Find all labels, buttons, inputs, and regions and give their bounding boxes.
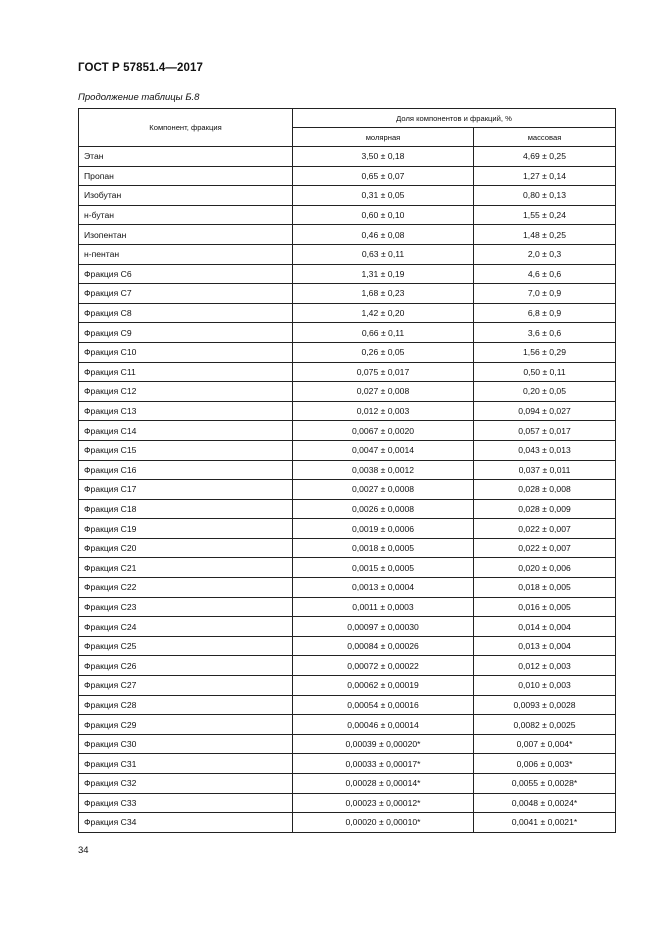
row-molar: 0,65 ± 0,07 xyxy=(293,166,474,186)
table-row xyxy=(79,695,616,715)
row-molar: 1,42 ± 0,20 xyxy=(293,303,474,323)
table-row xyxy=(79,754,616,774)
row-name: Изобутан xyxy=(79,186,293,206)
row-mass: 0,80 ± 0,13 xyxy=(474,186,616,206)
row-mass: 0,006 ± 0,003* xyxy=(474,754,616,774)
table-caption: Продолжение таблицы Б.8 xyxy=(78,92,200,103)
row-mass: 0,022 ± 0,007 xyxy=(474,538,616,558)
table-row xyxy=(79,813,616,833)
row-molar: 0,63 ± 0,11 xyxy=(293,244,474,264)
row-molar: 0,0013 ± 0,0004 xyxy=(293,578,474,598)
row-name: Пропан xyxy=(79,166,293,186)
document-standard-title: ГОСТ Р 57851.4—2017 xyxy=(78,62,203,74)
row-mass: 0,0093 ± 0,0028 xyxy=(474,695,616,715)
row-molar: 0,00072 ± 0,00022 xyxy=(293,656,474,676)
row-mass: 0,094 ± 0,027 xyxy=(474,401,616,421)
row-mass: 0,010 ± 0,003 xyxy=(474,676,616,696)
row-molar: 0,0015 ± 0,0005 xyxy=(293,558,474,578)
row-mass: 0,20 ± 0,05 xyxy=(474,382,616,402)
row-mass: 0,043 ± 0,013 xyxy=(474,440,616,460)
row-name: Этан xyxy=(79,147,293,167)
row-mass: 0,057 ± 0,017 xyxy=(474,421,616,441)
table-row xyxy=(79,284,616,304)
row-name: Фракция С15 xyxy=(79,440,293,460)
row-name: Фракция С13 xyxy=(79,401,293,421)
row-name: Фракция С18 xyxy=(79,499,293,519)
page-number: 34 xyxy=(78,845,89,856)
row-mass: 1,56 ± 0,29 xyxy=(474,342,616,362)
row-molar: 3,50 ± 0,18 xyxy=(293,147,474,167)
row-mass: 4,69 ± 0,25 xyxy=(474,147,616,167)
composition-table xyxy=(78,108,616,833)
table-row xyxy=(79,362,616,382)
row-mass: 0,016 ± 0,005 xyxy=(474,597,616,617)
row-molar: 0,00028 ± 0,00014* xyxy=(293,774,474,794)
row-name: Фракция С25 xyxy=(79,636,293,656)
row-molar: 0,0018 ± 0,0005 xyxy=(293,538,474,558)
row-molar: 0,00084 ± 0,00026 xyxy=(293,636,474,656)
table-row xyxy=(79,636,616,656)
row-molar: 0,027 ± 0,008 xyxy=(293,382,474,402)
row-mass: 1,48 ± 0,25 xyxy=(474,225,616,245)
table-row xyxy=(79,499,616,519)
table-row xyxy=(79,617,616,637)
row-mass: 0,50 ± 0,11 xyxy=(474,362,616,382)
table-header xyxy=(79,109,616,147)
row-mass: 6,8 ± 0,9 xyxy=(474,303,616,323)
row-name: Фракция С34 xyxy=(79,813,293,833)
table-row xyxy=(79,147,616,167)
row-mass: 0,014 ± 0,004 xyxy=(474,617,616,637)
row-molar: 0,0019 ± 0,0006 xyxy=(293,519,474,539)
row-mass: 2,0 ± 0,3 xyxy=(474,244,616,264)
row-name: Фракция С24 xyxy=(79,617,293,637)
row-mass: 0,037 ± 0,011 xyxy=(474,460,616,480)
table-row xyxy=(79,323,616,343)
row-molar: 0,00039 ± 0,00020* xyxy=(293,734,474,754)
row-name: Фракция С28 xyxy=(79,695,293,715)
row-molar: 0,0026 ± 0,0008 xyxy=(293,499,474,519)
table-row xyxy=(79,597,616,617)
row-molar: 0,00097 ± 0,00030 xyxy=(293,617,474,637)
row-mass: 3,6 ± 0,6 xyxy=(474,323,616,343)
table-row xyxy=(79,225,616,245)
row-molar: 0,00054 ± 0,00016 xyxy=(293,695,474,715)
row-molar: 0,31 ± 0,05 xyxy=(293,186,474,206)
row-mass: 0,028 ± 0,009 xyxy=(474,499,616,519)
row-molar: 0,075 ± 0,017 xyxy=(293,362,474,382)
table-row xyxy=(79,774,616,794)
table-row xyxy=(79,264,616,284)
row-name: Фракция С9 xyxy=(79,323,293,343)
row-molar: 0,60 ± 0,10 xyxy=(293,205,474,225)
row-molar: 0,00046 ± 0,00014 xyxy=(293,715,474,735)
row-mass: 0,020 ± 0,006 xyxy=(474,558,616,578)
row-name: Фракция С33 xyxy=(79,793,293,813)
row-molar: 0,00020 ± 0,00010* xyxy=(293,813,474,833)
table-row xyxy=(79,480,616,500)
header-share-group: Доля компонентов и фракций, % xyxy=(293,109,616,128)
row-name: Фракция С6 xyxy=(79,264,293,284)
row-mass: 0,0055 ± 0,0028* xyxy=(474,774,616,794)
row-name: Фракция С7 xyxy=(79,284,293,304)
row-mass: 0,028 ± 0,008 xyxy=(474,480,616,500)
table-row xyxy=(79,205,616,225)
table-row xyxy=(79,303,616,323)
table-row xyxy=(79,421,616,441)
row-name: Фракция С32 xyxy=(79,774,293,794)
row-mass: 4,6 ± 0,6 xyxy=(474,264,616,284)
row-molar: 0,26 ± 0,05 xyxy=(293,342,474,362)
row-name: Фракция С16 xyxy=(79,460,293,480)
row-name: Фракция С22 xyxy=(79,578,293,598)
table-row xyxy=(79,656,616,676)
row-molar: 0,46 ± 0,08 xyxy=(293,225,474,245)
table-row xyxy=(79,793,616,813)
row-molar: 0,66 ± 0,11 xyxy=(293,323,474,343)
table-row xyxy=(79,244,616,264)
row-name: Фракция С27 xyxy=(79,676,293,696)
table-body xyxy=(79,147,616,833)
row-mass: 1,27 ± 0,14 xyxy=(474,166,616,186)
row-mass: 0,012 ± 0,003 xyxy=(474,656,616,676)
row-name: Фракция С10 xyxy=(79,342,293,362)
row-name: н-бутан xyxy=(79,205,293,225)
row-name: Фракция С30 xyxy=(79,734,293,754)
row-mass: 7,0 ± 0,9 xyxy=(474,284,616,304)
row-molar: 0,00062 ± 0,00019 xyxy=(293,676,474,696)
row-mass: 0,007 ± 0,004* xyxy=(474,734,616,754)
table-row xyxy=(79,676,616,696)
table-row xyxy=(79,715,616,735)
row-name: Фракция С21 xyxy=(79,558,293,578)
row-molar: 0,0038 ± 0,0012 xyxy=(293,460,474,480)
row-mass: 0,0082 ± 0,0025 xyxy=(474,715,616,735)
row-name: Фракция С23 xyxy=(79,597,293,617)
row-molar: 0,012 ± 0,003 xyxy=(293,401,474,421)
row-name: Фракция С20 xyxy=(79,538,293,558)
table-row xyxy=(79,382,616,402)
table-row xyxy=(79,519,616,539)
row-mass: 0,018 ± 0,005 xyxy=(474,578,616,598)
row-name: Изопентан xyxy=(79,225,293,245)
row-name: н-пентан xyxy=(79,244,293,264)
table-row xyxy=(79,401,616,421)
table-row xyxy=(79,538,616,558)
header-mass: массовая xyxy=(474,128,616,147)
table-row xyxy=(79,440,616,460)
row-mass: 0,013 ± 0,004 xyxy=(474,636,616,656)
row-molar: 0,0067 ± 0,0020 xyxy=(293,421,474,441)
row-mass: 0,0041 ± 0,0021* xyxy=(474,813,616,833)
table-row xyxy=(79,578,616,598)
row-molar: 1,68 ± 0,23 xyxy=(293,284,474,304)
row-name: Фракция С26 xyxy=(79,656,293,676)
table-row xyxy=(79,166,616,186)
row-molar: 0,00033 ± 0,00017* xyxy=(293,754,474,774)
header-component: Компонент, фракция xyxy=(79,109,293,147)
row-molar: 0,0047 ± 0,0014 xyxy=(293,440,474,460)
row-molar: 1,31 ± 0,19 xyxy=(293,264,474,284)
row-molar: 0,00023 ± 0,00012* xyxy=(293,793,474,813)
row-name: Фракция С19 xyxy=(79,519,293,539)
row-mass: 0,0048 ± 0,0024* xyxy=(474,793,616,813)
row-molar: 0,0027 ± 0,0008 xyxy=(293,480,474,500)
table-row xyxy=(79,460,616,480)
row-name: Фракция С17 xyxy=(79,480,293,500)
row-name: Фракция С31 xyxy=(79,754,293,774)
row-name: Фракция С8 xyxy=(79,303,293,323)
row-name: Фракция С11 xyxy=(79,362,293,382)
row-mass: 1,55 ± 0,24 xyxy=(474,205,616,225)
header-molar: молярная xyxy=(293,128,474,147)
row-mass: 0,022 ± 0,007 xyxy=(474,519,616,539)
row-name: Фракция С29 xyxy=(79,715,293,735)
table-row xyxy=(79,558,616,578)
table-row xyxy=(79,186,616,206)
table-row xyxy=(79,734,616,754)
row-name: Фракция С12 xyxy=(79,382,293,402)
table-row xyxy=(79,342,616,362)
row-molar: 0,0011 ± 0,0003 xyxy=(293,597,474,617)
row-name: Фракция С14 xyxy=(79,421,293,441)
